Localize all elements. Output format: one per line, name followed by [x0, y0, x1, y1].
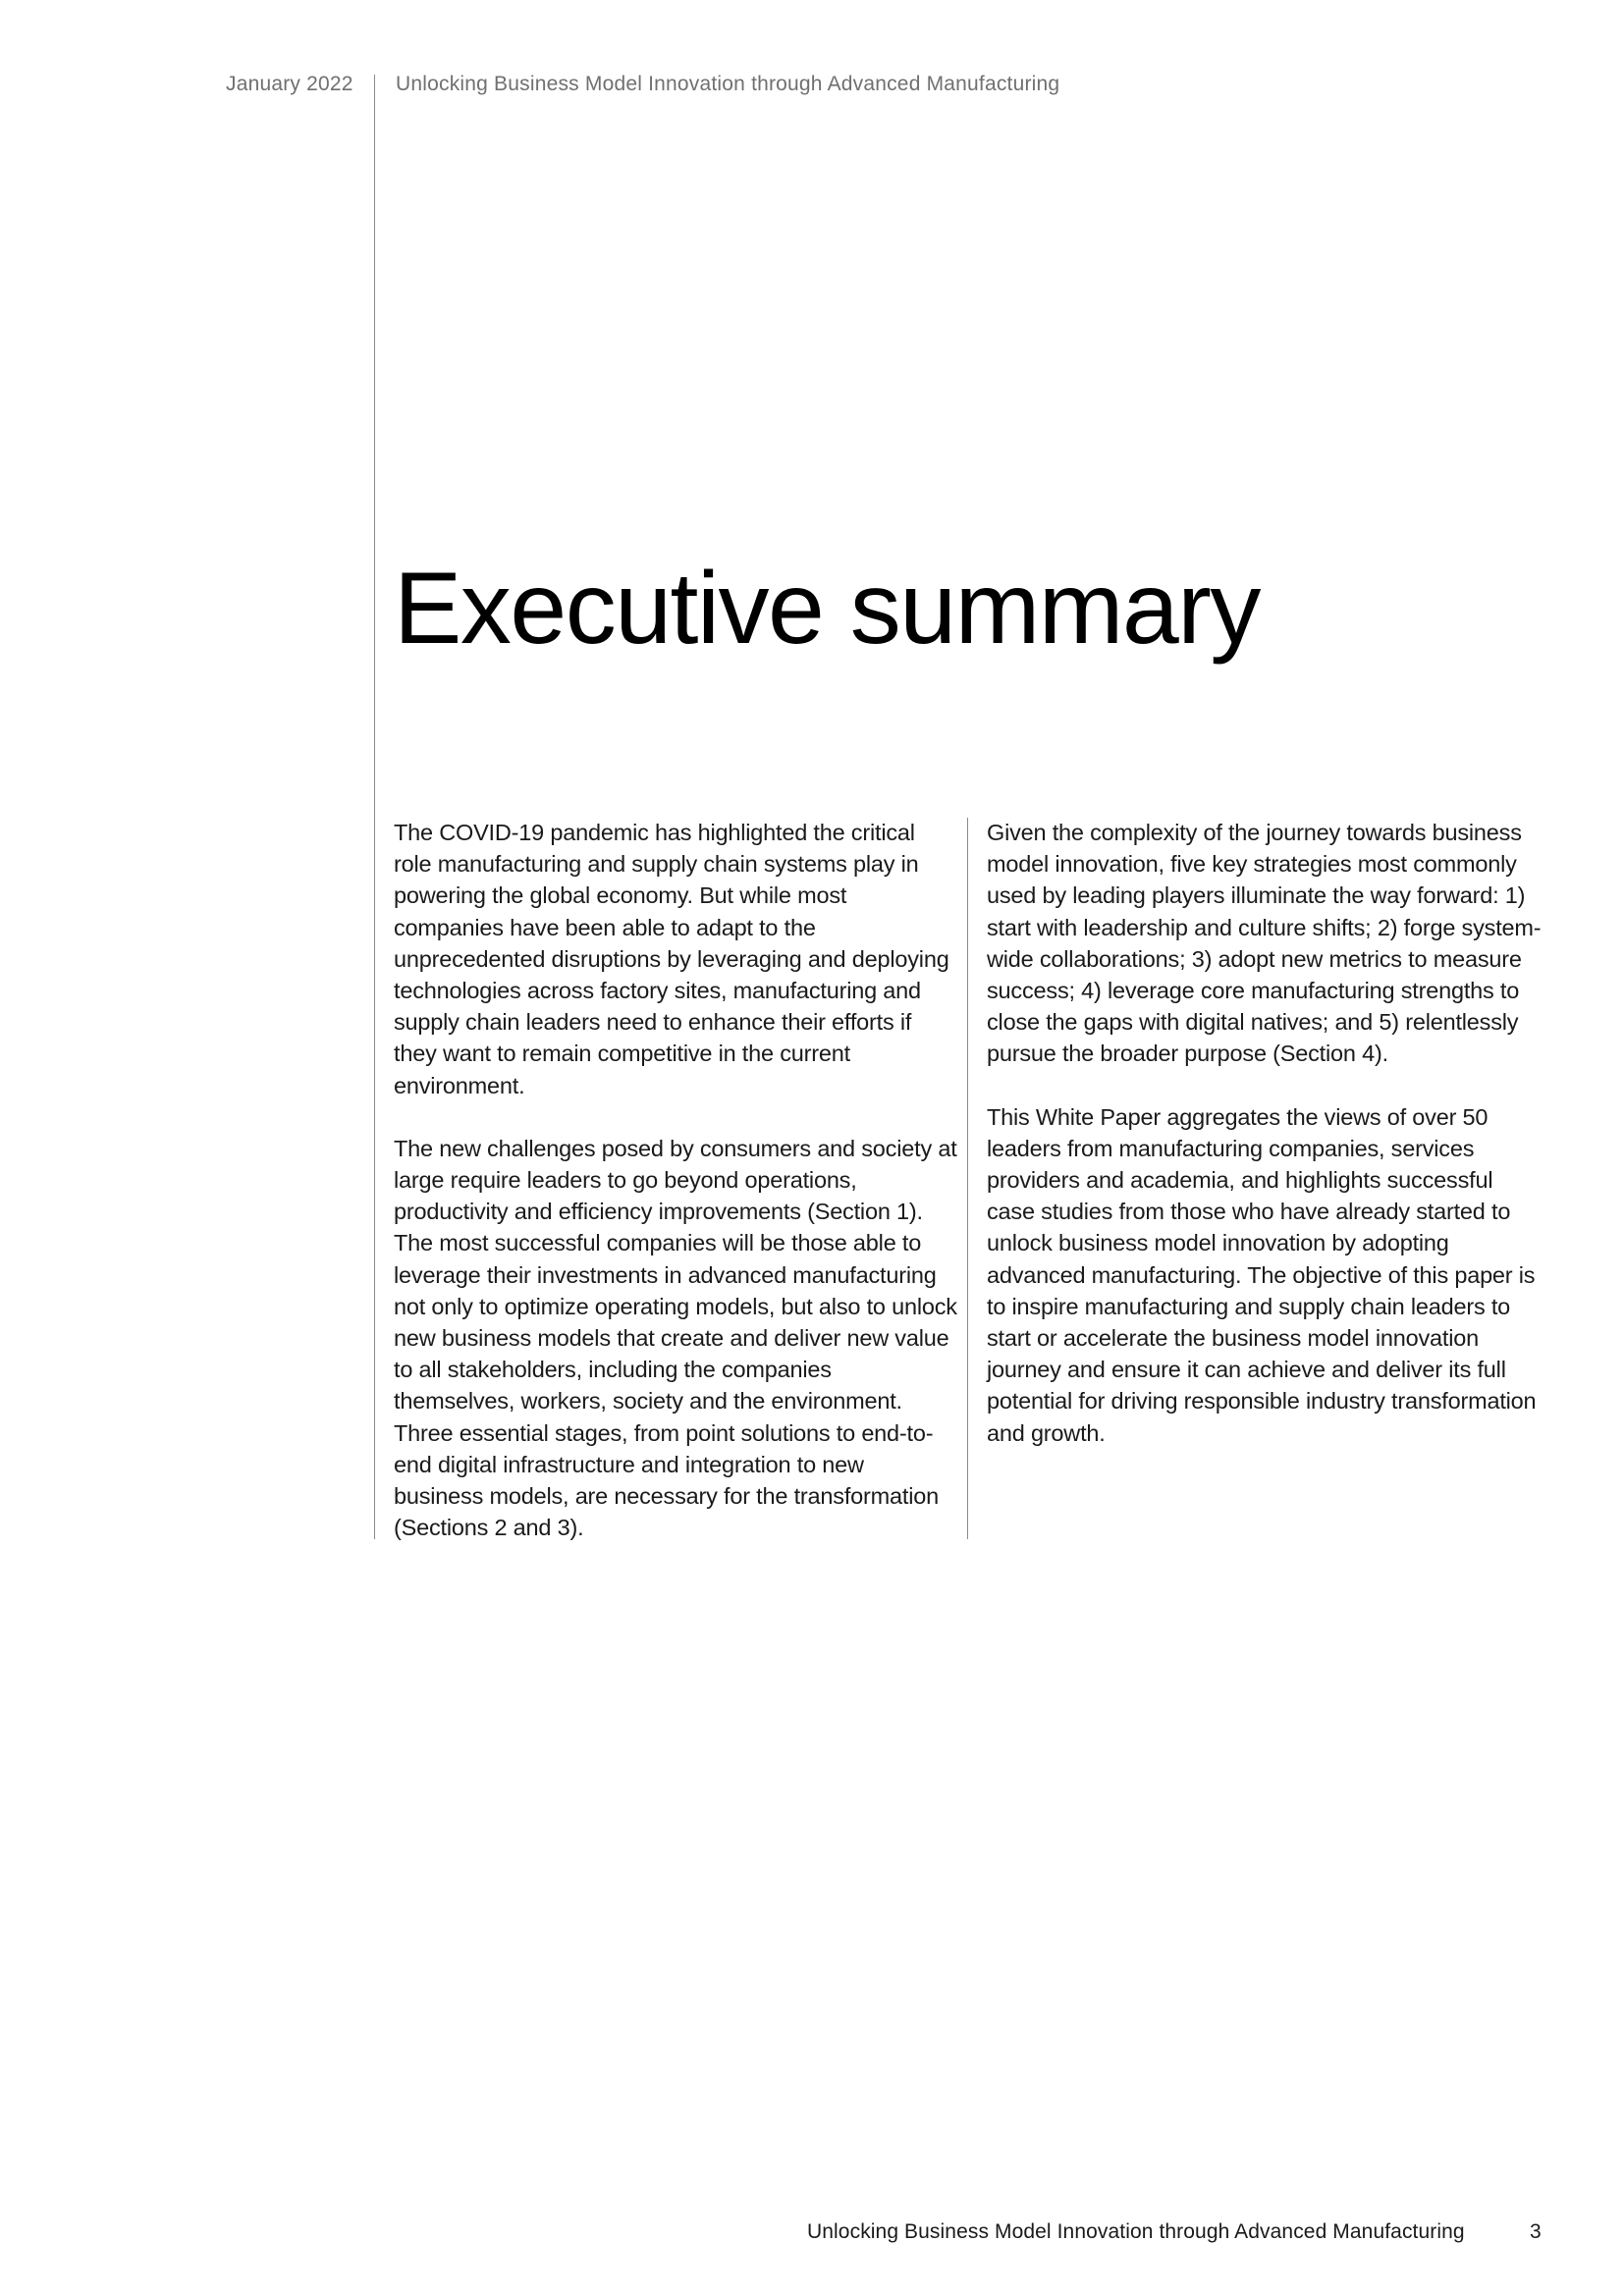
column-divider-rule: [967, 818, 968, 1539]
page-number: 3: [1530, 2220, 1542, 2243]
paragraph: Given the complexity of the journey towards business model innovation, five key strategies most commonly used by leading players illuminate the way forward: 1) start with leadership and culture shifts; 2) forge system-wide collaborations; 3) adopt new metrics to measure success; 4) leverage core manufacturing strengths to close the gaps with digital natives; and 5) relentlessly pursue the broader purpose (Section 4).: [987, 820, 1542, 1067]
header-title: Unlocking Business Model Innovation through Advanced Manufacturing: [396, 73, 1060, 95]
paragraph: The new challenges posed by consumers and society at large require leaders to go beyond operations, productivity and efficiency improvements (Section 1). The most successful companies will be those able to leverage their investments in advanced manufacturing not only to optimize operating models, but also to unlock new business models that create and deliver new value to all stakeholders, including the companies themselves, workers, society and the environment. Three essential stages, from point solutions to end-to-end digital infrastructure and integration to new business models, are necessary for the transformation (Sections 2 and 3).: [394, 1135, 957, 1541]
left-vertical-rule: [374, 75, 375, 1539]
paragraph: The COVID-19 pandemic has highlighted the critical role manufacturing and supply chain systems play in powering the global economy. But while most companies have been able to adapt to the unprecedented disruptions by leveraging and deploying technologies across factory sites, manufacturing and supply chain leaders need to enhance their efforts if they want to remain competitive in the current environment.: [394, 820, 949, 1098]
header-date: January 2022: [226, 73, 353, 95]
paragraph: This White Paper aggregates the views of over 50 leaders from manufacturing companies, services providers and academia, and highlights successful case studies from those who have already started to unlock business model innovation by adopting advanced manufacturing. The objective of this paper is to inspire manufacturing and supply chain leaders to start or accelerate the business model innovation journey and ensure it can achieve and deliver its full potential for driving responsible industry transformation and growth.: [987, 1103, 1537, 1446]
footer-title: Unlocking Business Model Innovation through Advanced Manufacturing: [807, 2220, 1465, 2243]
right-column: [987, 817, 1546, 1480]
page-title: Executive summary: [394, 552, 1260, 666]
left-column: [394, 817, 958, 1575]
